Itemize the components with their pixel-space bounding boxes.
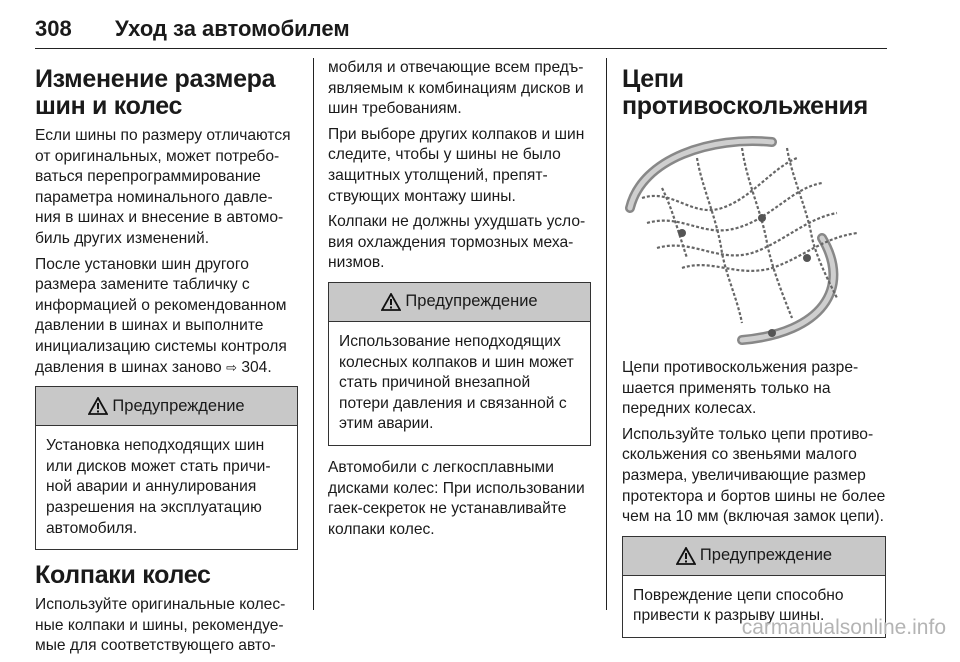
- page-number: 308: [35, 16, 72, 41]
- warning-text: Повреждение цепи способно привести к разрыву шины.: [633, 586, 844, 625]
- warning-box: [35, 386, 298, 550]
- warning-title: Предупреждение: [699, 546, 833, 565]
- paragraph: Колпаки не должны ухудшать усло‐вия охлаждения тормозных меха‐низмов.: [328, 213, 586, 272]
- paragraph: Автомобили с легкосплавными дисками колес: При использовании гаек-секреток не устанавливайте колпаки колес.: [328, 458, 585, 538]
- paragraph: мобиля и отвечающие всем предъ‐являемым к комбинациям дисков и шин требованиям.: [328, 59, 584, 118]
- watermark: carmanualsonline.info: [741, 616, 946, 639]
- paragraph: При выборе других колпаков и шин следите, чтобы у шины не было защитных утолщений, препят‐ствующих монтажу шины.: [328, 125, 585, 205]
- paragraph: Используйте только цепи противо‐скольжения со звеньями малого размера, увеличивающие размер протектора и бортов шины не более чем на 10 мм (включая замок цепи).: [622, 425, 886, 526]
- page-reference-icon: ⇨: [226, 359, 237, 375]
- column-middle: [328, 58, 591, 545]
- section-heading-snow-chains: Цепи противоскольжения: [622, 65, 868, 120]
- column-divider: [313, 58, 314, 610]
- column-left: [35, 58, 298, 662]
- column-right: [622, 58, 886, 650]
- warning-text: Установка неподходящих шин или дисков может стать причи‐ной аварии и аннулирования разрешения на эксплуатацию автомобиля.: [46, 437, 271, 537]
- warning-header: [623, 537, 885, 576]
- paragraph: Если шины по размеру отличаются от оригинальных, может потребо‐ваться перепрограммирование параметра номинального давле‐ния в шинах и внесение в автомо‐биль других изменений.: [35, 127, 291, 247]
- warning-text: Использование неподходящих колесных колпаков и шин может стать причиной внезапной потери давления и связанной с этим аварии.: [339, 332, 574, 433]
- column-divider: [606, 58, 607, 610]
- paragraph: [35, 255, 298, 379]
- chapter-title: Уход за автомобилем: [115, 16, 350, 41]
- warning-title: Предупреждение: [112, 396, 245, 415]
- warning-title: Предупреждение: [405, 292, 538, 311]
- paragraph: Используйте оригинальные колес‐ные колпаки и шины, рекомендуе‐мые для соответствующего авто‐: [35, 596, 286, 655]
- warning-header: [36, 387, 297, 426]
- page-header: [35, 8, 887, 49]
- section-heading-tire-size: Изменение размера шин и колес: [35, 65, 276, 120]
- warning-triangle-icon: [676, 547, 696, 565]
- paragraph-text: После установки шин другого размера замените табличку с информацией о рекомендованном давлении в шинах и выполните инициализацию системы контроля давления в шинах заново: [35, 255, 287, 376]
- warning-header: [329, 283, 590, 322]
- snow-chains-illustration: [622, 128, 884, 348]
- warning-box: [328, 282, 591, 446]
- page-reference-link[interactable]: 304.: [241, 358, 272, 376]
- warning-triangle-icon: [88, 397, 108, 415]
- paragraph: Цепи противоскольжения разре‐шается применять только на передних колесах.: [622, 359, 859, 418]
- section-heading-wheel-covers: Колпаки колес: [35, 561, 211, 590]
- warning-triangle-icon: [381, 293, 401, 311]
